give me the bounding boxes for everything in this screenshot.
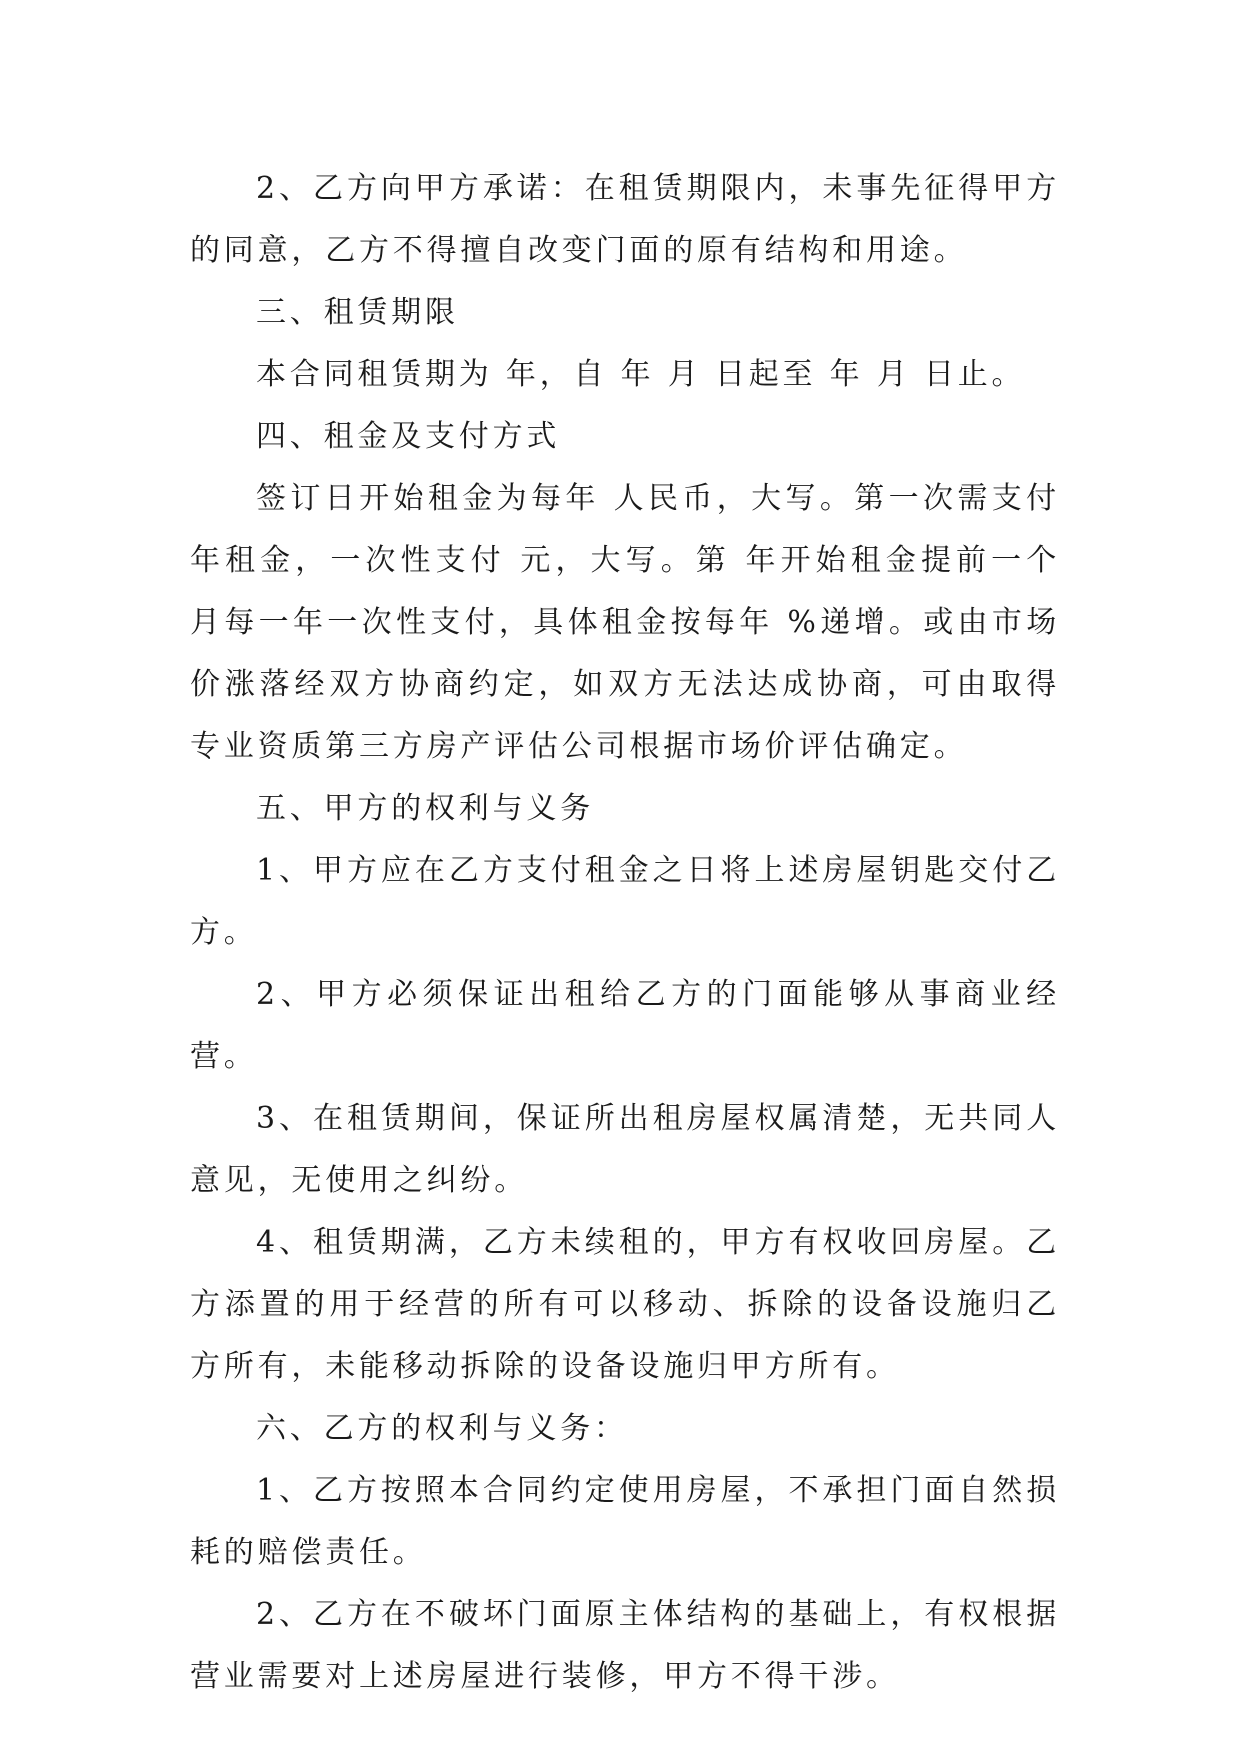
landlord-clause-2: 2、甲方必须保证出租给乙方的门面能够从事商业经营。 (190, 977, 1060, 1074)
section-3-heading: 三、租赁期限 (256, 295, 459, 330)
section-6-heading: 六、乙方的权利与义务： (256, 1411, 628, 1446)
clause-2-tenant-commitment: 2、乙方向甲方承诺：在租赁期限内，未事先征得甲方的同意，乙方不得擅自改变门面的原有结构和用途。 (190, 171, 1060, 268)
section-4-heading: 四、租金及支付方式 (256, 419, 561, 454)
section-5-heading: 五、甲方的权利与义务 (256, 791, 594, 826)
landlord-clause-3: 3、在租赁期间，保证所出租房屋权属清楚，无共同人意见，无使用之纠纷。 (190, 1101, 1060, 1198)
document-body (190, 158, 1060, 1708)
tenant-clause-2: 2、乙方在不破坏门面原主体结构的基础上，有权根据营业需要对上述房屋进行装修，甲方不得干涉。 (190, 1597, 1060, 1694)
landlord-clause-4: 4、租赁期满，乙方未续租的，甲方有权收回房屋。乙方添置的用于经营的所有可以移动、拆除的设备设施归乙方所有，未能移动拆除的设备设施归甲方所有。 (190, 1225, 1060, 1384)
rent-payment-clause: 签订日开始租金为每年 人民币，大写。第一次需支付年租金，一次性支付 元，大写。第 年开始租金提前一个月每一年一次性支付，具体租金按每年 %递增。或由市场价涨落经双方协商约定，如双方无法达成协商，可由取得专业资质第三方房产评估公司根据市场价评估确定。 (190, 481, 1060, 764)
lease-term-clause: 本合同租赁期为 年，自 年 月 日起至 年 月 日止。 (256, 357, 1026, 392)
tenant-clause-1: 1、乙方按照本合同约定使用房屋，不承担门面自然损耗的赔偿责任。 (190, 1473, 1060, 1570)
landlord-clause-1: 1、甲方应在乙方支付租金之日将上述房屋钥匙交付乙方。 (190, 853, 1060, 950)
